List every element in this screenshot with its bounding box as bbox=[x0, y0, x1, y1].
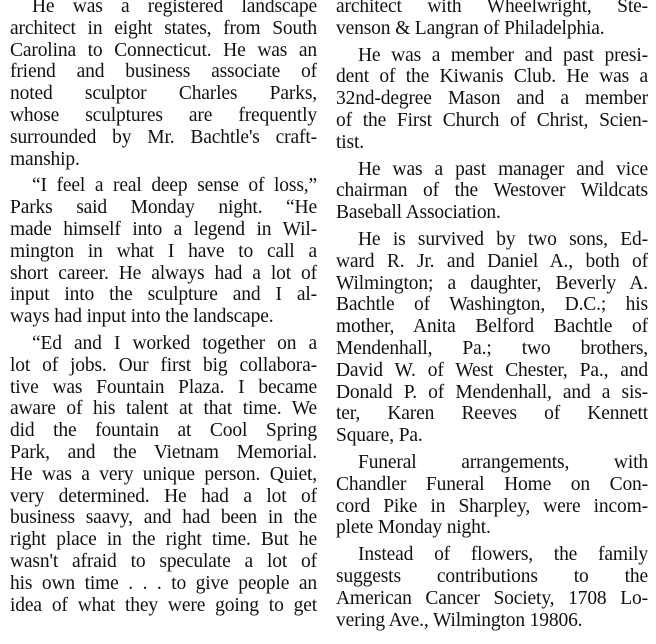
text-line: tive was Fountain Plaza. I became bbox=[10, 376, 317, 398]
text-line: Donald P. of Mendenhall, and a sis- bbox=[336, 381, 648, 403]
paragraph bbox=[336, 544, 648, 631]
paragraph bbox=[10, 0, 317, 170]
text-line: Wilmington; a daughter, Beverly A. bbox=[336, 272, 648, 294]
text-line: suggests contributions to the bbox=[336, 565, 648, 587]
text-line: mington in what I have to call a bbox=[10, 240, 317, 262]
text-line: He was a registered landscape bbox=[32, 0, 317, 17]
text-line: ward R. Jr. and Daniel A., both of bbox=[336, 250, 648, 272]
text-line: venson & Langran of Philadelphia. bbox=[336, 17, 605, 39]
text-line: architect with Wheelwright, Ste- bbox=[336, 0, 648, 17]
text-line: short career. He always had a lot of bbox=[10, 262, 317, 284]
text-line: dent of the Kiwanis Club. He was a bbox=[336, 66, 648, 88]
text-line: ter, Karen Reeves of Kennett bbox=[336, 403, 648, 425]
text-line: David W. of West Chester, Pa., and bbox=[336, 359, 648, 381]
text-line: Funeral arrangements, with bbox=[358, 451, 648, 473]
text-line: very determined. He had a lot of bbox=[10, 485, 317, 507]
text-line: vering Ave., Wilmington 19806. bbox=[336, 609, 583, 631]
right-column bbox=[336, 0, 648, 631]
paragraph bbox=[336, 229, 648, 447]
text-line: noted sculptor Charles Parks, bbox=[10, 83, 317, 105]
text-line: manship. bbox=[10, 148, 80, 170]
text-line: “I feel a real deep sense of loss,” bbox=[32, 175, 317, 197]
text-line: whose sculptures are frequently bbox=[10, 104, 317, 126]
text-line: Carolina to Connecticut. He was an bbox=[10, 39, 317, 61]
text-line: business saavy, and had been in the bbox=[10, 507, 317, 529]
left-column bbox=[10, 0, 317, 616]
text-line: surrounded by Mr. Bachtle's craft- bbox=[10, 126, 317, 148]
text-line: Chandler Funeral Home on Con- bbox=[336, 473, 648, 495]
text-line: Parks said Monday night. “He bbox=[10, 197, 317, 219]
text-line: He was a member and past presi- bbox=[358, 44, 648, 66]
text-line: of the First Church of Christ, Scien- bbox=[336, 109, 648, 131]
text-line: 32nd-degree Mason and a member bbox=[336, 88, 648, 110]
text-line: wasn't afraid to speculate a lot of bbox=[10, 550, 317, 572]
text-line: Square, Pa. bbox=[336, 425, 423, 447]
paragraph bbox=[336, 452, 648, 539]
text-line: “Ed and I worked together on a bbox=[32, 332, 317, 354]
text-line: mother, Anita Belford Bachtle of bbox=[336, 316, 648, 338]
text-line: tist. bbox=[336, 131, 364, 153]
text-line: right place in the right time. But he bbox=[10, 529, 317, 551]
paragraph bbox=[10, 333, 317, 616]
text-line: ways had input into the landscape. bbox=[10, 306, 274, 328]
paragraph bbox=[10, 175, 317, 328]
text-line: He was a past manager and vice bbox=[358, 158, 648, 180]
text-line: Park, and the Vietnam Memorial. bbox=[10, 441, 317, 463]
text-line: Mendenhall, Pa.; two brothers, bbox=[336, 337, 648, 359]
text-line: cord Pike in Sharpley, were incom- bbox=[336, 495, 648, 517]
text-line: American Cancer Society, 1708 Lo- bbox=[336, 587, 648, 609]
text-line: friend and business associate of bbox=[10, 61, 317, 83]
text-line: Instead of flowers, the family bbox=[358, 544, 648, 566]
text-line: plete Monday night. bbox=[336, 517, 491, 539]
text-line: Baseball Association. bbox=[336, 202, 501, 224]
paragraph bbox=[336, 45, 648, 154]
text-line: chairman of the Westover Wildcats bbox=[336, 180, 648, 202]
text-line: his own time . . . to give people an bbox=[10, 572, 317, 594]
text-line: He was a very unique person. Quiet, bbox=[10, 463, 317, 485]
text-line: He is survived by two sons, Ed- bbox=[358, 228, 648, 250]
text-line: architect in eight states, from South bbox=[10, 17, 317, 39]
text-line: lot of jobs. Our first big collabora- bbox=[10, 354, 317, 376]
text-line: made himself into a legend in Wil- bbox=[10, 218, 317, 240]
text-line: Bachtle of Washington, D.C.; his bbox=[336, 294, 648, 316]
text-line: idea of what they were going to get bbox=[10, 594, 317, 616]
text-line: aware of his talent at that time. We bbox=[10, 398, 317, 420]
paragraph bbox=[336, 159, 648, 224]
text-line: input into the sculpture and I al- bbox=[10, 284, 317, 306]
paragraph bbox=[336, 0, 648, 40]
text-line: did the fountain at Cool Spring bbox=[10, 420, 317, 442]
